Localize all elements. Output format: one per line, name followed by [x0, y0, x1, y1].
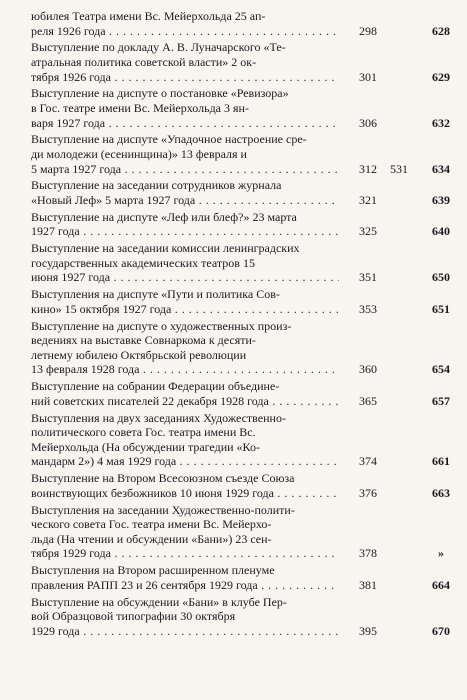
entry-title-line: Выступление на обсуждении «Бани» в клубе Пер- [31, 594, 287, 609]
notes-page-number: 650 [432, 270, 450, 285]
entry-title-line: Выступление на диспуте «Упадочное настроение сре- [31, 132, 307, 147]
entry-title-line: варя 1927 года . . . [31, 117, 339, 130]
page-number: 301 [340, 71, 377, 84]
entry-title-line: Выступление по докладу А. В. Луначарского «Те- [31, 40, 286, 55]
entry-title-line: Выступление на Втором Всесоюзном съезде Союза [31, 471, 295, 486]
secondary-page-number: 531 [390, 161, 408, 176]
notes-page-number: 651 [432, 301, 450, 316]
entry-title-line: Выступления на заседании Художественно-полити- [31, 502, 295, 517]
notes-page-number: 640 [432, 224, 450, 239]
notes-page-number: » [438, 546, 444, 561]
page-number: 381 [340, 579, 377, 592]
entry-title-line: ческого совета Гос. театра имени Вс. Мейерхо- [31, 517, 272, 532]
page-number: 306 [340, 117, 377, 130]
page-number: 376 [340, 487, 377, 500]
page-number: 325 [340, 225, 377, 238]
entry-title-line: 1929 года . . . [31, 625, 339, 638]
entry-title-line: реля 1926 года . . . [31, 25, 339, 38]
notes-page-number: 628 [432, 23, 450, 38]
page-number: 351 [340, 271, 377, 284]
entry-title-line: воинствующих безбожников 10 июня 1929 года . . . [31, 487, 339, 500]
notes-page-number: 629 [432, 69, 450, 84]
entry-title-line: государственных академических театров 15 [31, 255, 255, 270]
page-number: 360 [340, 363, 377, 376]
entry-title-line: 5 марта 1927 года . . . [31, 163, 339, 176]
page-number: 395 [340, 625, 377, 638]
entry-title-line: летнему юбилею Октябрьской революции [31, 347, 247, 362]
entry-title-line: ведениях на выставке Совнаркома к десяти- [31, 333, 256, 348]
entry-title-line: Выступление на заседании сотрудников журнала [31, 178, 282, 193]
entry-title-line: Выступление на собрании Федерации объедине- [31, 379, 280, 394]
entry-title-line: Мейерхольда (На обсуждении трагедии «Ко- [31, 439, 260, 454]
entry-title-line: 1927 года . . . [31, 225, 339, 238]
entry-title-line: Выступления на диспуте «Пути и политика Сов- [31, 287, 280, 302]
entry-title-line: июня 1927 года . . . [31, 271, 339, 284]
notes-page-number: 634 [432, 161, 450, 176]
page-number: 374 [340, 455, 377, 468]
entry-title-line: Выступление на диспуте о постановке «Ревизора» [31, 86, 289, 101]
entry-title-line: «Новый Леф» 5 марта 1927 года . . . [31, 194, 339, 207]
notes-page-number: 639 [432, 192, 450, 207]
notes-page-number: 661 [432, 454, 450, 469]
entry-title-line: атральная политика советской власти» 2 ок- [31, 54, 257, 69]
entry-title-line: в Гос. театре имени Вс. Мейерхольда 3 ян- [31, 100, 249, 115]
page-number: 353 [340, 303, 377, 316]
page-number: 378 [340, 547, 377, 560]
entry-title-line: Выступление на заседании комиссии ленинградских [31, 241, 300, 256]
entry-title-line: тября 1929 года . . . [31, 547, 339, 560]
entry-title-line: вой Образцовой типографии 30 октября [31, 609, 236, 624]
entry-title-line: 13 февраля 1928 года . . . [31, 363, 339, 376]
page-number: 321 [340, 194, 377, 207]
entry-title-line: политического совета Гос. театра имени Вс. [31, 425, 256, 440]
entry-title-line: ний советских писателей 22 декабря 1928 года . . . [31, 395, 339, 408]
entry-title-line: Выступление на диспуте о художественных произ- [31, 318, 292, 333]
notes-page-number: 657 [432, 393, 450, 408]
entry-title-line: кино» 15 октября 1927 года . . . [31, 303, 339, 316]
entry-title-line: юбилея Театра имени Вс. Мейерхольда 25 ап- [31, 9, 266, 23]
notes-page-number: 664 [432, 577, 450, 592]
notes-page-number: 654 [432, 362, 450, 377]
notes-page-number: 670 [432, 623, 450, 638]
entry-title-line: ди молодежи (есенинщина)» 13 февраля и [31, 146, 247, 161]
entry-title-line: Выступления на двух заседаниях Художественно- [31, 410, 286, 425]
notes-page-number: 663 [432, 485, 450, 500]
entry-title-line: мандарм 2») 4 мая 1929 года . . . [31, 455, 339, 468]
page-number: 365 [340, 395, 377, 408]
page-number: 298 [340, 25, 377, 38]
notes-page-number: 632 [432, 115, 450, 130]
entry-title-line: льда (На чтении и обсуждении «Бани») 23 сен- [31, 531, 272, 546]
entry-title-line: Выступления на Втором расширенном пленуме [31, 563, 275, 578]
entry-title-line: тября 1926 года . . . [31, 71, 339, 84]
page-number: 312 [340, 163, 377, 176]
entry-title-line: Выступление на диспуте «Леф или блеф?» 23 марта [31, 209, 297, 224]
entry-title-line: правления РАПП 23 и 26 сентября 1929 года . . . [31, 579, 339, 592]
